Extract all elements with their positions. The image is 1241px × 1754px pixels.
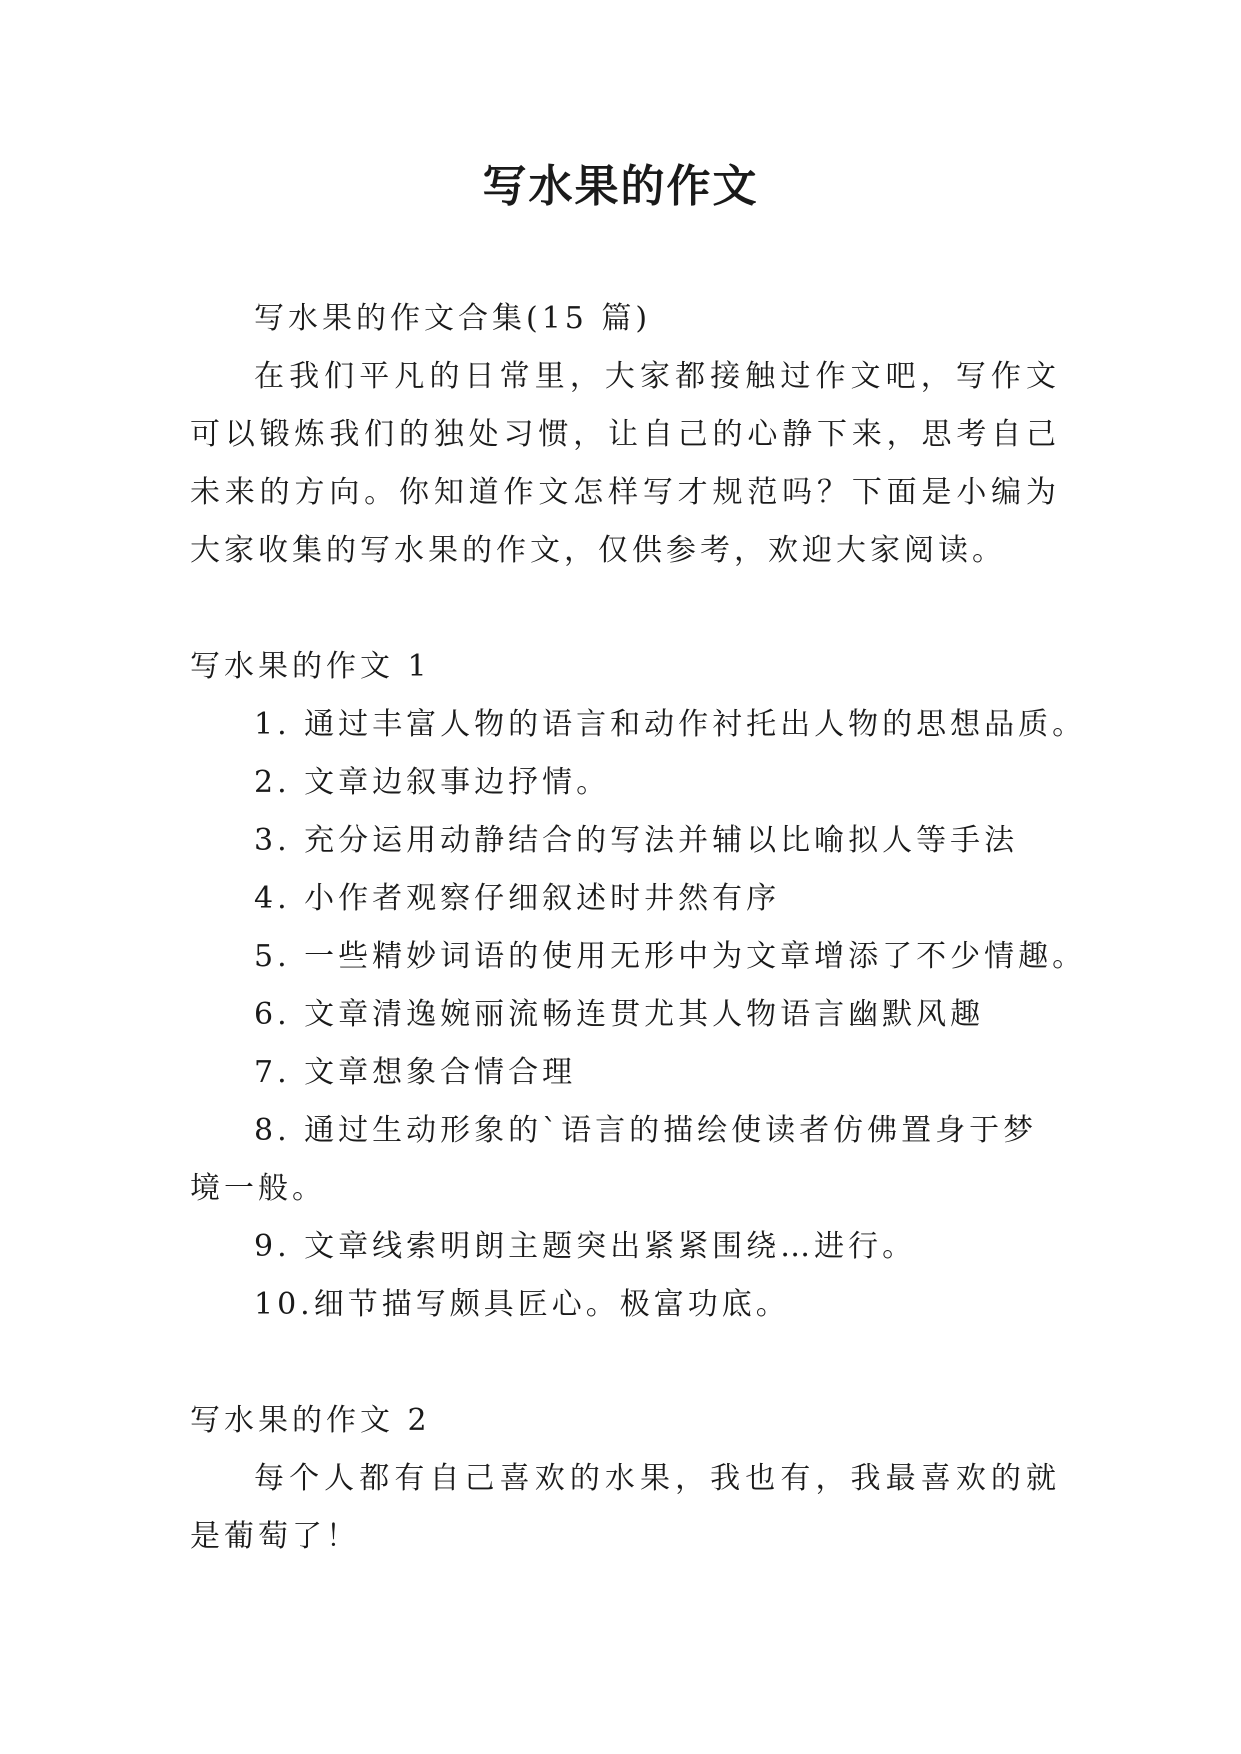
list-item: 6. 文章清逸婉丽流畅连贯尤其人物语言幽默风趣 bbox=[254, 997, 985, 1032]
list-item: 7. 文章想象合情合理 bbox=[254, 1055, 577, 1090]
list-item: 3. 充分运用动静结合的写法并辅以比喻拟人等手法 bbox=[254, 823, 1019, 858]
document-body bbox=[190, 290, 1087, 1566]
page-title: 写水果的作文 bbox=[482, 161, 759, 212]
section-heading-1: 写水果的作文 1 bbox=[190, 649, 431, 684]
list-item: 10.细节描写颇具匠心。极富功底。 bbox=[254, 1287, 790, 1322]
list-item: 2. 文章边叙事边抒情。 bbox=[254, 765, 611, 800]
section-2-paragraph: 每个人都有自己喜欢的水果，我也有，我最喜欢的就是葡萄了！ bbox=[190, 1461, 1060, 1554]
list-item: 5. 一些精妙词语的使用无形中为文章增添了不少情趣。 bbox=[254, 939, 1087, 974]
list-item: 9. 文章线索明朗主题突出紧紧围绕…进行。 bbox=[254, 1229, 917, 1264]
list-item: 4. 小作者观察仔细叙述时井然有序 bbox=[254, 881, 781, 916]
list-item: 8. 通过生动形象的`语言的描绘使读者仿佛置身于梦境一般。 bbox=[190, 1113, 1038, 1206]
section-heading-2: 写水果的作文 2 bbox=[190, 1403, 431, 1438]
spacer bbox=[190, 580, 1060, 638]
list-item: 1. 通过丰富人物的语言和动作衬托出人物的思想品质。 bbox=[254, 707, 1087, 742]
intro-line: 写水果的作文合集(15 篇) bbox=[254, 301, 652, 336]
intro-paragraph: 在我们平凡的日常里，大家都接触过作文吧，写作文可以锻炼我们的独处习惯，让自己的心静下来，思考自己未来的方向。你知道作文怎样写才规范吗？下面是小编为大家收集的写水果的作文，仅供参考，欢迎大家阅读。 bbox=[190, 359, 1060, 568]
spacer bbox=[190, 1334, 1060, 1392]
